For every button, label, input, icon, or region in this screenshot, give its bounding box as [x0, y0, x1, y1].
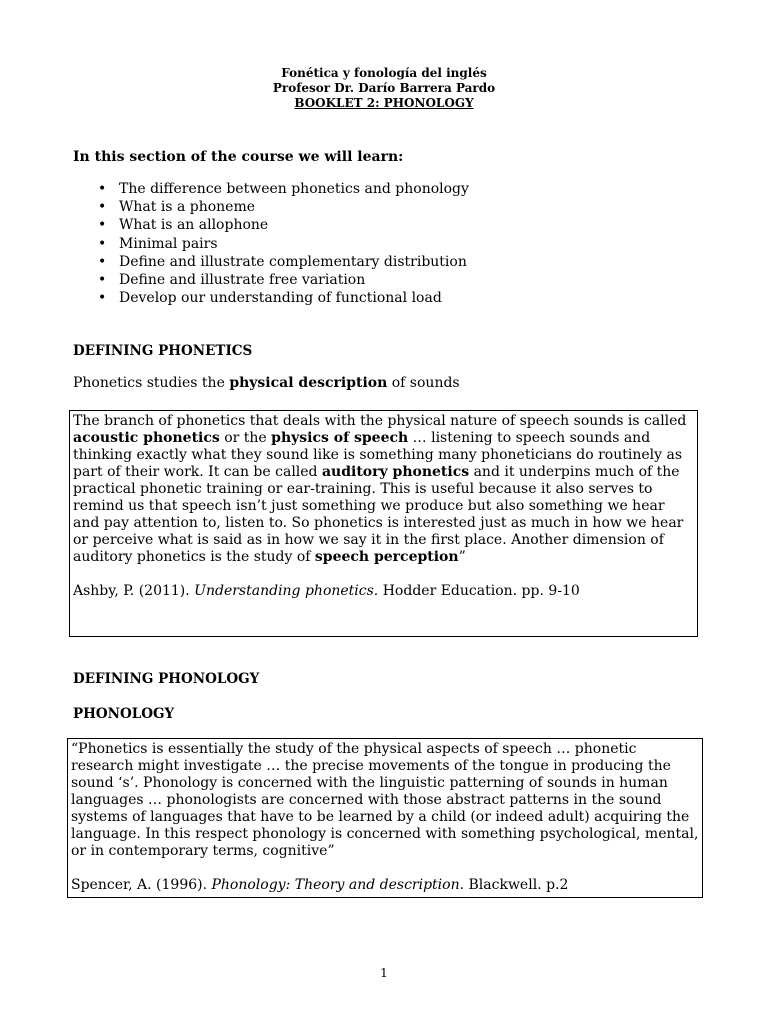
phonetics-citation: Ashby, P. (2011). Understanding phonetics. Hodder Education. pp. 9-10 — [73, 583, 580, 599]
list-item: • The difference between phonetics and phonology — [98, 181, 469, 197]
bullet-icon: • — [98, 199, 107, 216]
learning-objectives-list — [95, 180, 469, 307]
bullet-icon: • — [98, 253, 107, 270]
list-item: • What is a phoneme — [98, 199, 256, 216]
bullet-icon: • — [98, 181, 107, 197]
bullet-icon: • — [98, 290, 107, 307]
list-item: • Minimal pairs — [98, 235, 218, 252]
bullet-icon: • — [98, 235, 107, 252]
professor-name: Profesor Dr. Darío Barrera Pardo — [272, 81, 496, 95]
phonetics-lead: Phonetics studies the physical description of sounds — [73, 375, 460, 391]
phonology-citation: Spencer, A. (1996). Phonology: Theory and description. Blackwell. p.2 — [71, 877, 569, 893]
document-header — [0, 66, 768, 111]
list-item: • Define and illustrate free variation — [98, 272, 366, 289]
booklet-title: BOOKLET 2: PHONOLOGY — [294, 96, 474, 110]
course-title: Fonética y fonología del inglés — [281, 66, 487, 80]
phonology-quote-box — [67, 738, 703, 898]
phonology-subheading: PHONOLOGY — [73, 706, 175, 722]
phonology-quote: “Phonetics is essentially the study of the physical aspects of speech … phonetic research might investigate … the precise movements of the tongue in producing the sound ‘s’. Phonology is concerned with the linguistic patterning of sounds in human languages … phonologists are concerned with those abstract patterns in the sound systems of languages that have to be learned by a child (or indeed adult) acquiring the language. In this respect phonology is concerned with something psychological, mental, or in contemporary terms, cognitive” — [71, 741, 699, 859]
phonetics-quote: The branch of phonetics that deals with the physical nature of speech sounds is called acoustic phonetics or the physics of speech … listening to speech sounds and thinking exactly what they sound like is something many phoneticians do routinely as part of their work. It can be called auditory phonetics and it underpins much of the practical phonetic training or ear-training. This is useful because it also serves to remind us that speech isn’t just something we produce but also something we hear and pay attention to, listen to. So phonetics is interested just as much in how we hear or perceive what is said as in how we say it in the first place. Another dimension of auditory phonetics is the study of speech perception” — [73, 413, 687, 565]
list-item: • Develop our understanding of functional load — [98, 290, 442, 307]
section-intro: In this section of the course we will learn: — [73, 149, 404, 165]
bullet-icon: • — [98, 272, 107, 289]
defining-phonetics-heading: DEFINING PHONETICS — [73, 343, 253, 359]
list-item: • Define and illustrate complementary distribution — [98, 253, 467, 270]
defining-phonology-heading: DEFINING PHONOLOGY — [73, 671, 260, 687]
phonetics-quote-box — [69, 410, 698, 637]
page-number: 1 — [380, 966, 388, 980]
list-item: • What is an allophone — [98, 217, 269, 234]
bullet-icon: • — [98, 217, 107, 234]
